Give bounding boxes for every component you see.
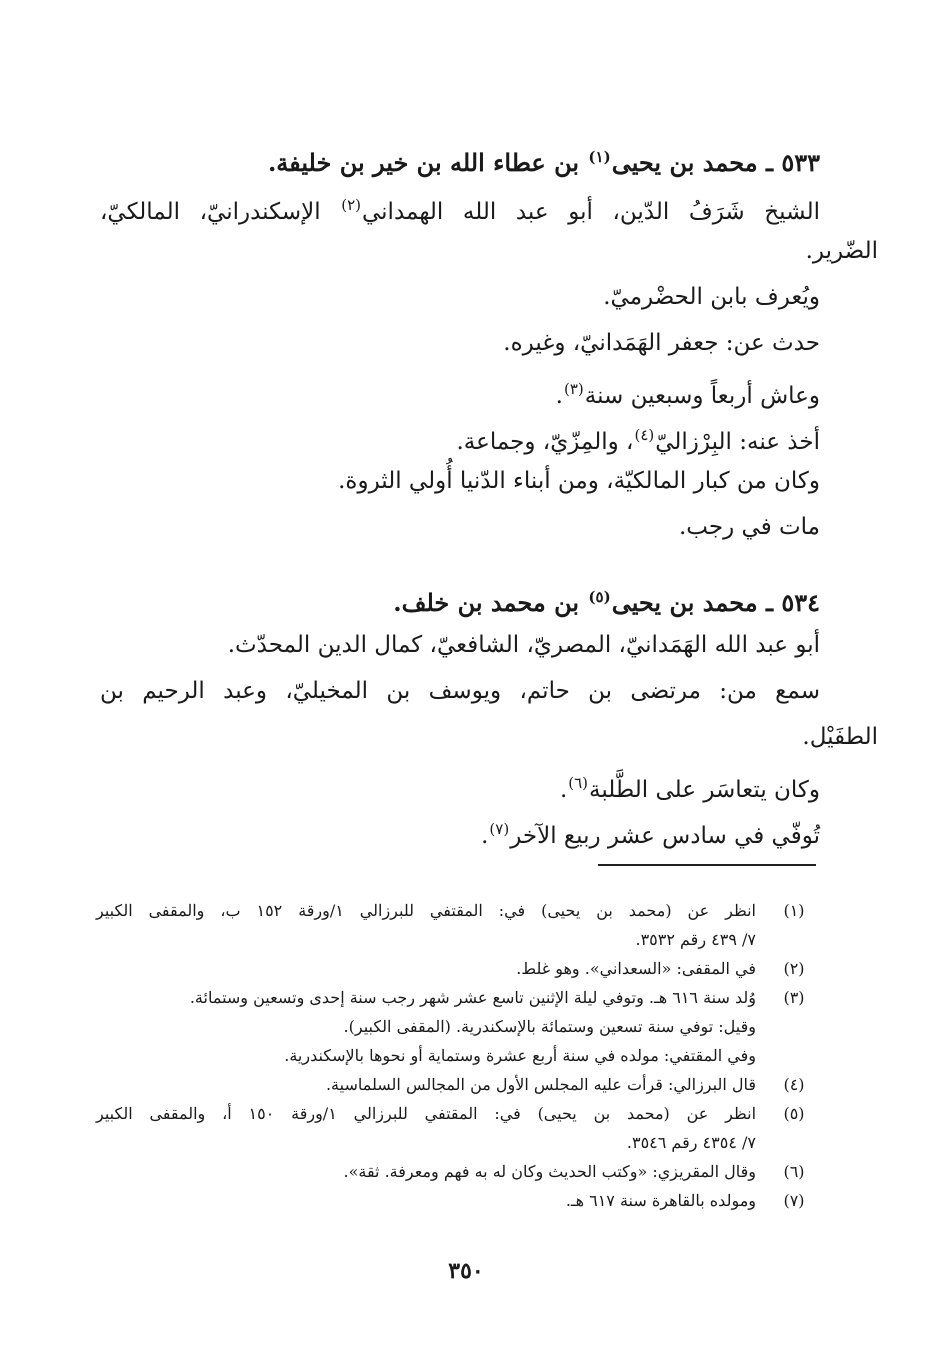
entry-534-line: تُوفّي في سادس عشر ربيع الآخر$^{(٧)}$. <box>481 820 820 849</box>
footnote-continuation: وقيل: توفي سنة تسعين وستمائة بالإسكندرية. (المقفى الكبير). <box>343 1017 756 1036</box>
entry-533-line: الشيخ شَرَفُ الدّين، أبو عبد الله الهمداني$^{(٢)}$ الإسكندرانيّ، المالكيّ، <box>100 196 820 225</box>
footnote-ref: (١) <box>588 148 611 166</box>
footnote: (٢) في المقفى: «السعداني». وهو غلط. <box>516 959 805 978</box>
entry-534-line: وكان يتعاسَر على الطَّلبة$^{(٦)}$. <box>559 774 820 803</box>
entry-533-line: الضّرير. <box>805 238 878 264</box>
footnote: (٥) انظر عن (محمد بن يحيى) في: المقتفي للبرزالي ١/ورقة ١٥٠ أ، والمقفى الكبير <box>96 1104 805 1123</box>
entry-534-heading: ٥٣٤ ـ محمد بن يحيى$^{(٥)}$ بن محمد بن خلف. <box>393 588 820 617</box>
entry-533-line: ويُعرف بابن الحضْرميّ. <box>603 284 820 310</box>
footnote-continuation: ٧/ ٤٣٥٤ رقم ٣٥٤٦. <box>626 1133 756 1152</box>
footnote-ref: (٦) <box>568 774 589 792</box>
footnote-ref: (٤) <box>634 426 655 444</box>
footnote: (٧) ومولده بالقاهرة سنة ٦١٧ هـ. <box>565 1191 805 1210</box>
entry-533-line: حدث عن: جعفر الهَمَدانيّ، وغيره. <box>503 330 820 356</box>
footnote: (٤) قال البرزالي: قرأت عليه المجلس الأول من المجالس السلماسية. <box>325 1075 805 1094</box>
footnote-ref: (٣) <box>563 380 584 398</box>
footnote: (١) انظر عن (محمد بن يحيى) في: المقتفي للبرزالي ١/ورقة ١٥٢ ب، والمقفى الكبير <box>96 901 805 920</box>
entry-533-line: وعاش أربعاً وسبعين سنة$^{(٣)}$. <box>555 380 820 409</box>
page-number: ٣٥٠ <box>448 1258 484 1284</box>
footnote-continuation: ٧/ ٤٣٩ رقم ٣٥٣٢. <box>635 930 756 949</box>
main-text <box>100 132 878 852</box>
entry-533-line: أخذ عنه: البِرْزاليّ$^{(٤)}$، والمِزّيّ، وجماعة. <box>456 426 820 455</box>
footnote: (٣) وُلد سنة ٦١٦ هـ. وتوفي ليلة الإثنين تاسع عشر شهر رجب سنة إحدى وتسعين وستمائة. <box>189 988 805 1007</box>
footnote-ref: (٢) <box>341 196 361 214</box>
entry-534-line: سمع من: مرتضى بن حاتم، ويوسف بن المخيليّ، وعبد الرحيم بن <box>100 678 820 704</box>
entry-533-heading: ٥٣٣ ـ محمد بن يحيى$^{(١)}$ بن عطاء الله بن خير بن خليفة. <box>267 148 820 177</box>
entry-533-line: وكان من كبار المالكيّة، ومن أبناء الدّنيا أُولي الثروة. <box>338 468 820 494</box>
footnotes <box>96 896 814 1215</box>
footnote: (٦) وقال المقريزي: «وكتب الحديث وكان له به فهم ومعرفة. ثقة». <box>343 1162 805 1181</box>
footnote-continuation: وفي المقتفي: مولده في سنة أربع عشرة وستماية أو نحوها بالإسكندرية. <box>284 1046 756 1065</box>
footnote-ref: (٧) <box>489 820 510 838</box>
entry-533-line: مات في رجب. <box>679 514 820 540</box>
entry-534-line: أبو عبد الله الهَمَدانيّ، المصريّ، الشافعيّ، كمال الدين المحدّث. <box>227 632 820 658</box>
footnote-separator <box>598 864 816 866</box>
footnote-ref: (٥) <box>588 588 611 606</box>
entry-534-line: الطفَيْل. <box>802 724 878 750</box>
